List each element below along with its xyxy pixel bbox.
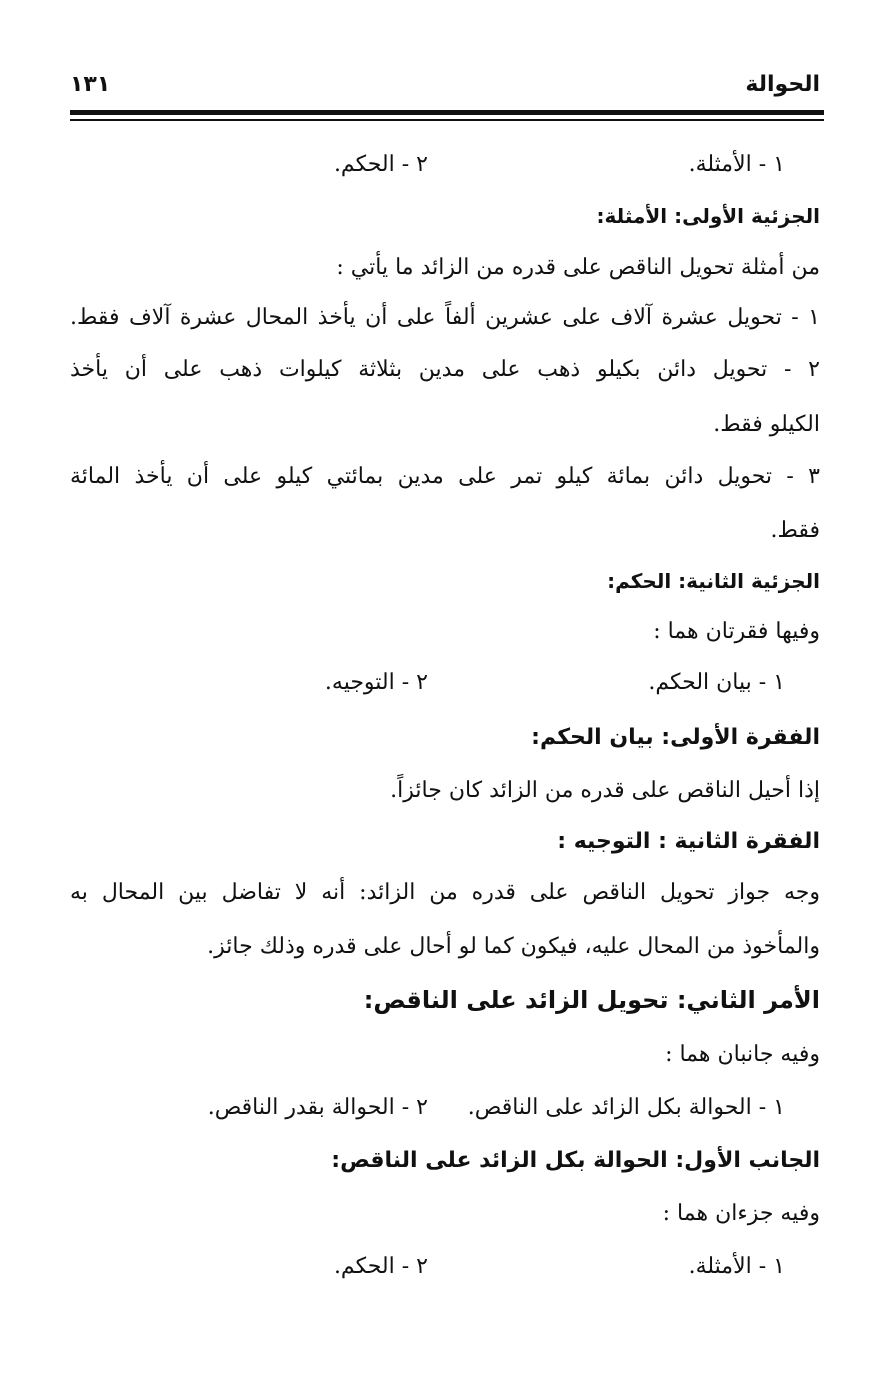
paragraph-line: إذا أحيل الناقص على قدره من الزائد كان جائزاً.	[390, 778, 820, 803]
paragraph-line: الكيلو فقط.	[713, 412, 820, 437]
list-item: ١ - بيان الحكم.	[648, 670, 785, 695]
list-item: ٢ - الحكم.	[333, 152, 428, 177]
page-number: ١٣١	[70, 72, 111, 97]
section-heading: الفقرة الأولى: بيان الحكم:	[531, 725, 820, 750]
header-rule-thick	[70, 110, 824, 115]
paragraph-line: والمأخوذ من المحال عليه، فيكون كما لو أحال على قدره وذلك جائز.	[207, 934, 820, 959]
paragraph-line: وفيها فقرتان هما :	[653, 619, 820, 644]
paragraph-line: من أمثلة تحويل الناقص على قدره من الزائد ما يأتي :	[336, 255, 820, 280]
paragraph-line: ٢ - تحويل دائن بكيلو ذهب على مدين بثلاثة كيلوات ذهب على أن يأخذ	[70, 357, 820, 382]
section-heading: الجانب الأول: الحوالة بكل الزائد على الناقص:	[331, 1148, 820, 1173]
paragraph-line: ١ - تحويل عشرة آلاف على عشرين ألفاً على أن يأخذ المحال عشرة آلاف فقط.	[70, 305, 820, 330]
paragraph-line: وجه جواز تحويل الناقص على قدره من الزائد: أنه لا تفاضل بين المحال به	[70, 880, 820, 905]
running-header-title: الحوالة	[745, 72, 820, 97]
list-item: ١ - الحوالة بكل الزائد على الناقص.	[467, 1095, 785, 1120]
paragraph-line: وفيه جانبان هما :	[665, 1042, 820, 1067]
list-item: ١ - الأمثلة.	[688, 152, 785, 177]
paragraph-line: وفيه جزءان هما :	[662, 1201, 820, 1226]
paragraph-line: ٣ - تحويل دائن بمائة كيلو تمر على مدين بمائتي كيلو على أن يأخذ المائة	[70, 464, 820, 489]
list-item: ١ - الأمثلة.	[688, 1254, 785, 1279]
list-item: ٢ - الحوالة بقدر الناقص.	[207, 1095, 428, 1120]
section-heading: الفقرة الثانية : التوجيه :	[557, 829, 820, 854]
list-item: ٢ - الحكم.	[333, 1254, 428, 1279]
paragraph-line: فقط.	[770, 518, 820, 543]
header-rule-thin	[70, 119, 824, 121]
section-heading: الأمر الثاني: تحويل الزائد على الناقص:	[363, 986, 820, 1014]
section-heading: الجزئية الثانية: الحكم:	[607, 569, 820, 593]
section-heading: الجزئية الأولى: الأمثلة:	[596, 204, 820, 228]
list-item: ٢ - التوجيه.	[324, 670, 428, 695]
